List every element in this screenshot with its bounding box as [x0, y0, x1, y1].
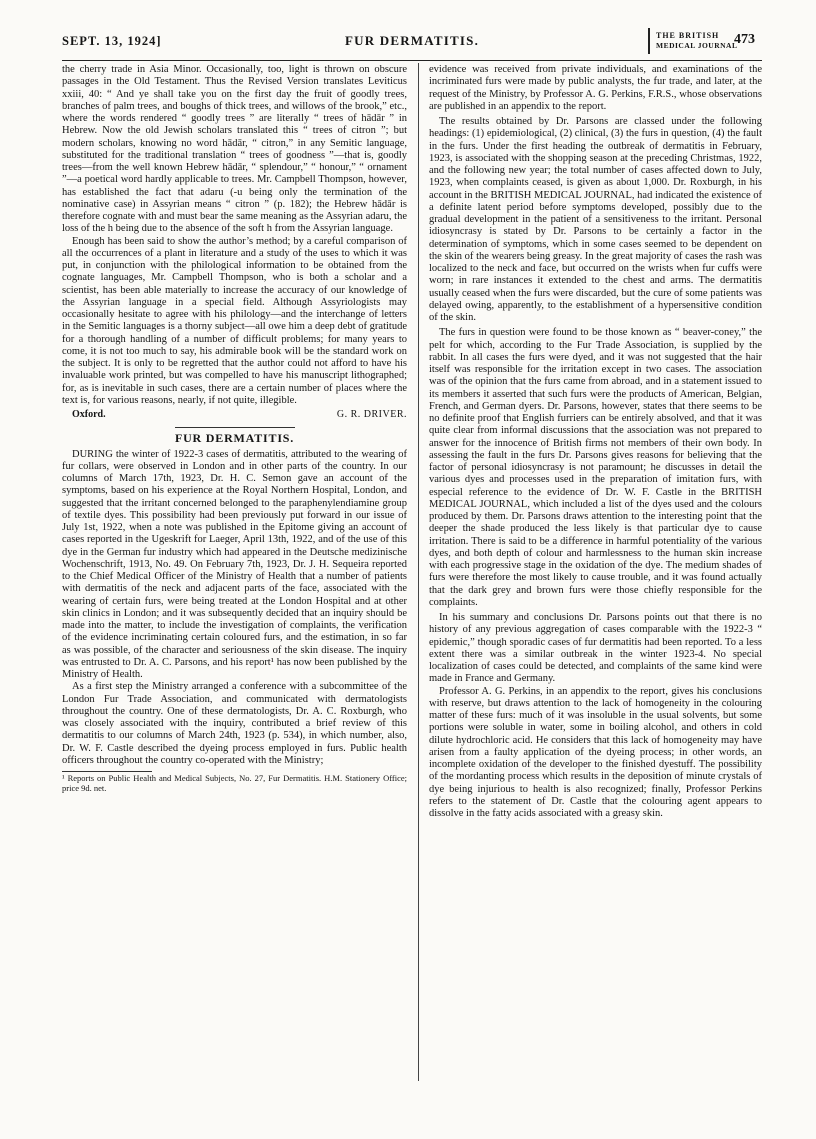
header-title: FUR DERMATITIS.: [344, 33, 480, 48]
paragraph: Professor A. G. Perkins, in an appendix to the report, gives his conclusions with reserve, but draws attention to the lack of homogeneity in the colouring matter of these furs: much of it was insoluble in the usual solvents, but some portions were soluble in water, some in boiling alcohol, and others in cold dilute hydrochloric acid. He considers that this lack of homogeneity may have arisen from a faulty application of the dyeing process; in other words, an incomplete oxidation of the developer to the finished dyestuff. The possibility of the mordanting process which results in the deposition of minute crystals of dye being injurious to health is also recognized; finally, Professor Perkins refers to the statement of Dr. Castle that the colouring agent appears to dissolve in the fatty acids associated with a greasy skin.: [429, 685, 762, 819]
paragraph: DURING the winter of 1922-3 cases of dermatitis, attributed to the wearing of fur collars, were observed in London and in other parts of the country. In our columns of March 17th, 1923, Dr. H. C. Semon gave an account of the symptoms, based on his experience at the Royal Northern Hospital, London, and suggested that the irritant concerned belonged to the paraphenylendiamine group of textile dyes. This possibility had been previously put forward in our issue of July 1st, 1922, when a note was published in the Epitome giving an account of cases reported in the Ugeskrift for Laeger, April 13th, 1922, and of the use of this dye in the German fur industry which had appeared in the Deutsche medizinische Wochenschrift, 1913, No. 49. On February 7th, 1923, Dr. J. H. Sequeira reported to the Chief Medical Officer of the Ministry of Health that a number of patients with dermatitis of the neck and adjacent parts of the face, associated with the wearing of certain furs, were being treated at the London Hospital and at other skin clinics in London; and it was subsequently decided that an inquiry should be made into the matter, to include the investigation of complaints, the verification of the evidence incriminating certain coloured furs, and the estimation, in so far as was possible, of the character and seriousness of the skin disease. The inquiry was entrusted to Dr. A. C. Parsons, and his report¹ has now been published by the Ministry of Health.: [62, 448, 407, 680]
column-divider: [418, 63, 419, 1081]
paragraph: The results obtained by Dr. Parsons are classed under the following headings: (1) epidemiological, (2) clinical, (3) the furs in question, (4) the fault in the furs. Under the first heading the outbreak of dermatitis in February, 1923, is associated with the shopping season at the preceding Christmas, 1922, and the following new year; the total number of cases affected down to July, 1923, when complaints ceased, is given as about 1,000. Dr. Roxburgh, in his account in the BRITISH MEDICAL JOURNAL, had indicated the existence of a definite latent period before symptoms developed, possibly due to the gradual development in the patient of a sensitiveness to the irritant. Personal idiosyncrasy is stated by Dr. Parsons to be certainly a factor in the determination of symptoms, which in some cases seemed to be dependent on the skin of the wearers being greasy. In the great majority of cases the rash was localized to the neck and face, but occurred on the wrists when fur cuffs were worn; in rare instances it extended to the chest and arms. The dermatitis usually ceased when the furs were discarded, but the cure of some patients was delayed owing, apparently, to the establishment of a hypersensitive condition of the skin.: [429, 116, 762, 323]
paragraph: As a first step the Ministry arranged a conference with a subcommittee of the London Fur Trade Association, and communicated with dermatologists throughout the country. One of these dermatologists, Dr. A. C. Roxburgh, who was closely associated with the inquiry, contributed a brief review of this dermatitis to our columns of March 24th, 1923 (p. 534), in which number, also, Dr. W. F. Castle described the dyeing process employed in furs. Public health officers throughout the country co-operated with the Ministry;: [62, 681, 407, 766]
footnote: ¹ Reports on Public Health and Medical Subjects, No. 27, Fur Dermatitis. H.M. Stationery Office; price 9d. net.: [62, 773, 407, 793]
signature-author: G. R. DRIVER.: [336, 409, 407, 420]
journal-line2: MEDICAL JOURNAL: [656, 41, 738, 50]
header-rule: [62, 60, 762, 61]
footnote-rule: [62, 771, 152, 772]
signature-place: Oxford.: [72, 409, 106, 420]
journal-line1: THE BRITISH: [656, 31, 720, 40]
paragraph: Enough has been said to show the author’s method; by a careful comparison of all the occurrences of a plant in literature and a study of the uses to which it was put, in conjunction with the philological information to be obtained from the cognate languages, Mr. Campbell Thompson, who is both a scholar and a scientist, has been able materially to increase the accuracy of our knowledge of the Assyrian language in a special field. Although Assyriologists may occasionally hesitate to agree with his philology—and the interchange of letters in the Semitic languages is a thorny subject—all owe him a deep debt of gratitude for a thorough handling of a number of difficult problems; for many years to come, it is not too much to say, his admirable book will be the standard work on the subject. It is only to be regretted that the author could not afford to have his invaluable work printed, but was compelled to have his manuscript lithographed; for, as is inevitable in such cases, there are a certain number of places where the text is, for various reasons, nearly, if not quite, illegible.: [62, 235, 407, 406]
paragraph: The furs in question were found to be those known as “ beaver-coney,” the pelt for which, according to the Fur Trade Association, is supplied by the rabbit. In all cases the furs were dyed, and it was not suggested that the hair itself was responsible for the irritation except in two cases. The association was of the opinion that the furs came from abroad, and in a statement issued to its members it asserted that such furs were the products of American, Belgian, French, and German dyers. Dr. Parsons, however, states that there seems to be no definite proof that English furriers can be entirely absolved, and that it was quite clear from informal discussions that the association was not prepared to answer for the innocence of British firms not members of their own body. In assessing the fault in the furs Dr. Parsons gives reasons for believing that the factor of personal idiosyncrasy is not paramount; he discusses in detail the various dyes and processes used in the preparation of imitation furs, with especial reference to the evidence of Dr. W. F. Castle in the BRITISH MEDICAL JOURNAL, which included a list of the dyes used and the colours produced by them. Dr. Parsons draws attention to the interesting point that the deeper the shade produced the less likely is that particular dye to cause irritation. There is said to be a difference in harmful potentiality of the various dyes, and both depth of colour and harmlessness to the human skin increase with each progressive stage in the oxidation of the dye. The medium shades of furs were therefore the most likely to cause trouble, and it was found actually that the dark grey and brown furs were those chiefly responsible for the complaints.: [429, 327, 762, 608]
right-column: [429, 64, 762, 820]
running-header: [62, 22, 762, 58]
paragraph: In his summary and conclusions Dr. Parsons points out that there is no history of any previous aggregation of cases comparable with the 1922-3 “ epidemic,” though sporadic cases of fur dermatitis had been reported. To a less extent there was a similar outbreak in the winter 1923-4. No special localization of cases could be detected, and complaints of the same kind were made in France and Germany.: [429, 612, 762, 685]
section-separator: [175, 427, 295, 428]
journal-masthead: [648, 28, 738, 54]
paragraph: evidence was received from private individuals, and examinations of the incriminated furs were made by public analysts, the fur trade, and later, at the request of the Ministry, by Professor A. G. Perkins, F.R.S., whose observations are published in an appendix to the report.: [429, 64, 762, 112]
article-title: FUR DERMATITIS.: [174, 431, 295, 446]
page-number: 473: [734, 32, 755, 47]
review-signature: [62, 409, 407, 421]
header-date: SEPT. 13, 1924]: [62, 34, 162, 48]
paragraph: the cherry trade in Asia Minor. Occasionally, too, light is thrown on obscure passages in the Old Testament. Thus the Revised Version translates Leviticus xxiii, 40: “ And ye shall take you on the first day the fruit of goodly trees, branches of palm trees, and boughs of thick trees, and willows of the brook,” etc., where the words rendered “ goodly trees ” are literally “ trees of hādār ” in Hebrew. Now the old Jewish scholars translated this “ trees of citron ”; but modern scholars, knowing no word hādār, “ citron,” in any Semitic language, substituted for the traditional translation “ trees of goodness ”—that is, goodly trees—from the well known Hebrew hādār, “ splendour,” “ honour,” “ ornament ”—a poetical word hardly applicable to trees. Mr. Campbell Thompson, however, has established the fact that adaru (-u being only the termination of the nominative case) in Assyrian means “ citron ” (p. 182); the Hebrew hādār is therefore cognate with and must bear the same meaning as the Assyrian adaru, the loss of the h being due to the absence of the soft h from the Assyrian language.: [62, 64, 407, 235]
left-column: [62, 64, 407, 793]
